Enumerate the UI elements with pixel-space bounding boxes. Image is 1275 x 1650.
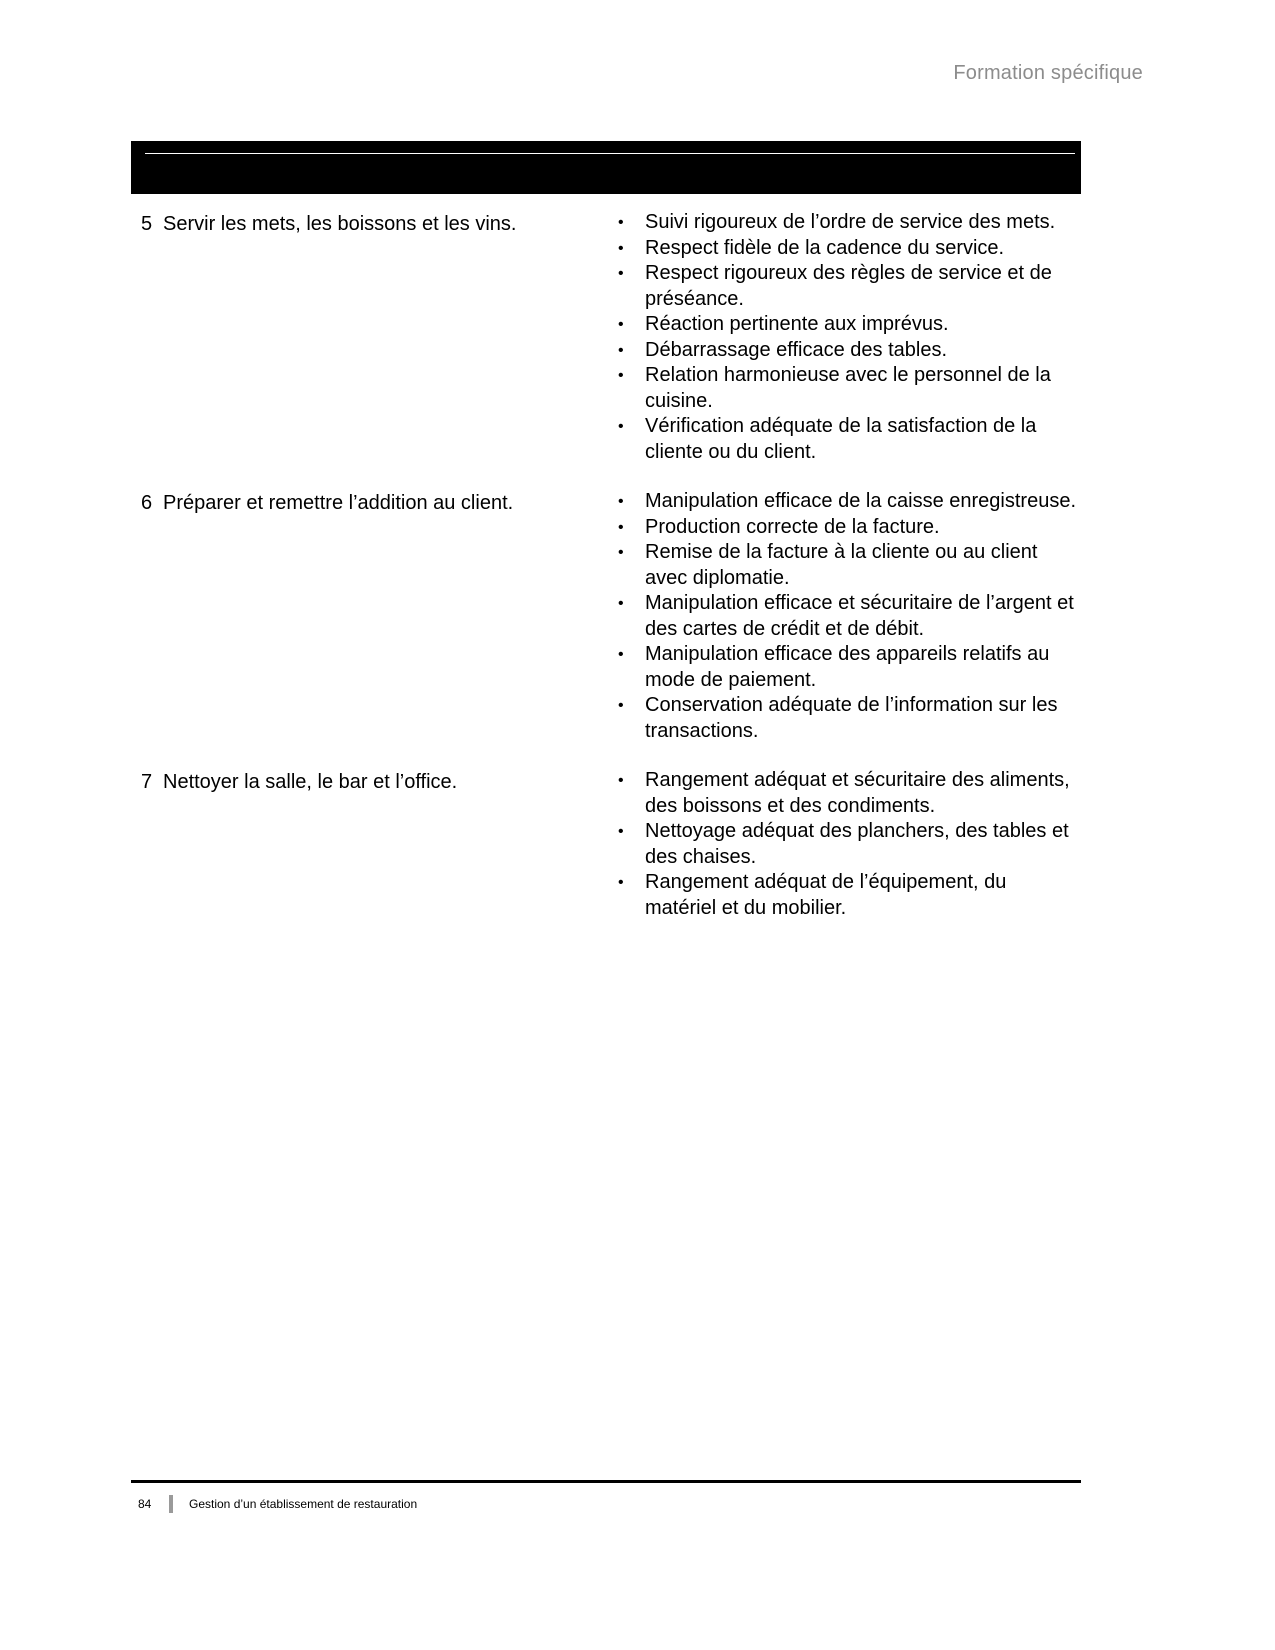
- code-label: Code :: [1124, 155, 1186, 178]
- bullet-icon: •: [618, 367, 624, 384]
- task-label: Nettoyer la salle, le bar et l’office.: [163, 771, 458, 793]
- list-item: [609, 236, 1081, 262]
- table-cell-task: [131, 489, 601, 744]
- list-item: [609, 489, 1081, 515]
- criteria-list: [609, 210, 1081, 465]
- bullet-icon: •: [618, 518, 624, 536]
- list-item: [609, 540, 1081, 591]
- footer-page-number: 84: [138, 1497, 152, 1511]
- task-label: Servir les mets, les boissons et les vins.: [163, 213, 517, 235]
- list-item: [609, 515, 1081, 541]
- list-item: [609, 210, 1081, 236]
- table-row: [131, 489, 1081, 744]
- criteria-text: Manipulation efficace de la caisse enregistreuse.: [645, 490, 1076, 512]
- criteria-text: Suivi rigoureux de l’ordre de service des mets.: [645, 211, 1056, 233]
- table-row: [131, 210, 1081, 465]
- code-divider: [1190, 152, 1191, 178]
- table-cell-task: [131, 210, 601, 465]
- criteria-text: Remise de la facture à la cliente ou au client avec diplomatie.: [645, 541, 1038, 589]
- bullet-icon: •: [618, 595, 624, 612]
- footer-divider: [131, 1480, 1081, 1483]
- list-item: [609, 338, 1081, 364]
- bullet-icon: •: [618, 239, 624, 257]
- criteria-text: Débarrassage efficace des tables.: [645, 338, 948, 361]
- criteria-text: Respect fidèle de la cadence du service.: [645, 236, 1005, 259]
- list-item: [609, 819, 1081, 870]
- table-cell-criteria: [601, 768, 1081, 921]
- criteria-text: Production correcte de la facture.: [645, 515, 940, 538]
- page-header-title: Formation spécifique: [953, 62, 1143, 84]
- criteria-text: Vérification adéquate de la satisfaction de la cliente ou du client.: [645, 415, 1037, 463]
- list-item: [609, 870, 1081, 921]
- bullet-icon: •: [618, 265, 624, 282]
- table-cell-criteria: [601, 489, 1081, 744]
- row-number: 6: [141, 492, 153, 514]
- bullet-icon: •: [618, 646, 624, 663]
- code-banner-rule: [145, 153, 1075, 184]
- list-item: [609, 414, 1081, 465]
- list-item: [609, 363, 1081, 414]
- page-footer: [131, 1492, 1081, 1516]
- table-row: [131, 768, 1081, 921]
- bullet-icon: •: [618, 544, 624, 561]
- criteria-text: Rangement adéquat et sécuritaire des aliments, des boissons et des condiments.: [645, 769, 1070, 817]
- criteria-text: Conservation adéquate de l’information sur les transactions.: [645, 694, 1058, 742]
- task-label: Préparer et remettre l’addition au client.: [163, 492, 514, 514]
- code-value: 048A: [1215, 155, 1265, 178]
- footer-separator-bar: [169, 1495, 173, 1513]
- table-cell-task: [131, 768, 601, 921]
- bullet-icon: •: [618, 316, 624, 333]
- criteria-text: Manipulation efficace des appareils relatifs au mode de paiement.: [645, 643, 1050, 691]
- competency-table: [131, 210, 1081, 945]
- footer-document-title: Gestion d’un établissement de restauration: [189, 1497, 418, 1511]
- bullet-icon: •: [618, 493, 624, 510]
- bullet-icon: •: [618, 697, 624, 714]
- bullet-icon: •: [618, 874, 624, 891]
- table-cell-criteria: [601, 210, 1081, 465]
- criteria-list: [609, 489, 1081, 744]
- row-number: 7: [141, 771, 153, 793]
- list-item: [609, 312, 1081, 338]
- bullet-icon: •: [618, 418, 624, 435]
- list-item: [609, 261, 1081, 312]
- list-item: [609, 693, 1081, 744]
- criteria-text: Manipulation efficace et sécuritaire de l’argent et des cartes de crédit et de débit.: [645, 592, 1074, 640]
- criteria-text: Rangement adéquat de l’équipement, du matériel et du mobilier.: [645, 871, 1007, 919]
- list-item: [609, 768, 1081, 819]
- bullet-icon: •: [618, 772, 624, 789]
- criteria-list: [609, 768, 1081, 921]
- criteria-text: Respect rigoureux des règles de service et de préséance.: [645, 262, 1052, 310]
- criteria-text: Relation harmonieuse avec le personnel de la cuisine.: [645, 364, 1051, 412]
- list-item: [609, 642, 1081, 693]
- criteria-text: Réaction pertinente aux imprévus.: [645, 313, 949, 335]
- list-item: [609, 591, 1081, 642]
- bullet-icon: •: [618, 823, 624, 840]
- bullet-icon: •: [618, 341, 624, 359]
- criteria-text: Nettoyage adéquat des planchers, des tables et des chaises.: [645, 820, 1069, 868]
- bullet-icon: •: [618, 214, 624, 231]
- row-number: 5: [141, 213, 153, 235]
- code-banner: [131, 141, 1081, 194]
